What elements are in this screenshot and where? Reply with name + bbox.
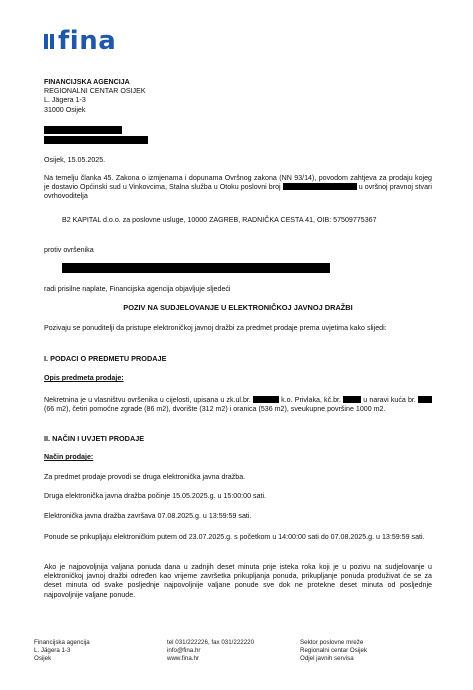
footer-line: Sektor poslovne mreže [300, 639, 364, 646]
footer-col-2 [167, 639, 254, 662]
org-address [44, 78, 264, 115]
property-text: (66 m2), četiri pomoćne zgrade (86 m2), dvorište (312 m2) i oranica (536 m2), sveukupne površine 1000 m2. [44, 405, 386, 414]
property-text: u [363, 396, 368, 404]
notice-line: radi prisilne naplate, Financijska agencija objavljuje sljedeći [44, 285, 231, 293]
footer-line: L. Jägera 1-3 [34, 646, 71, 654]
property-description [44, 396, 432, 414]
redacted-block [44, 136, 148, 144]
footer-line: Odjel javnih servisa [300, 654, 354, 662]
intro-text-2: u ovršnoj pravnoj stvari ovrhovoditelja [44, 183, 432, 201]
redacted-inline [253, 396, 279, 403]
redacted-inline [343, 396, 361, 403]
property-text: k.o. Privlaka, kč.br. [281, 396, 342, 404]
redacted-inline [283, 183, 357, 190]
footer-line: tel 031/222226, fax 031/222220 [167, 639, 255, 646]
org-street: L. Jägera 1-3 [44, 96, 86, 105]
section-1-heading: I. PODACI O PREDMETU PRODAJE [44, 354, 167, 363]
document-title: POZIV NA SUDJELOVANJE U ELEKTRONIČKOJ JAVNOJ DRAŽBI [123, 303, 353, 312]
sale-paragraph-3: Elektronička javna dražba završava 07.08.2025.g. u 13:59:59 sati. [44, 512, 252, 520]
redacted-block [44, 126, 122, 134]
org-name: FINANCIJSKA AGENCIJA [44, 78, 130, 86]
date-line: Osijek, 15.05.2025. [44, 156, 106, 164]
logo-text: fina [58, 26, 117, 56]
redacted-inline [418, 396, 432, 403]
logo-bars-icon [44, 34, 54, 49]
footer-website[interactable]: www.fina.hr [167, 654, 199, 662]
creditor-details: B2 KAPITAL d.o.o. za poslovne usluge, 10000 ZAGREB, RADNIČKA CESTA 41, OIB: 57509775367 [62, 216, 377, 224]
footer-line: Osijek [34, 654, 52, 662]
redacted-block [62, 263, 330, 273]
intro-text-1: Na temelju članka 45. Zakona o izmjenama i dopunama Ovršnog zakona (NN 93/14), povodom zahtjeva za prodaju kojeg je dostavio Općinski sud u Vinkovcima, Stalna služba u Otoku poslovni broj [44, 174, 432, 192]
against-debtor: protiv ovršenika [44, 246, 94, 254]
section-2-subheading: Način prodaje: [44, 453, 94, 461]
footer-email[interactable]: info@fina.hr [167, 646, 201, 654]
intro-paragraph [44, 174, 432, 202]
property-text: Nekretnina je u vlasništvu ovršenika u cijelosti, upisana u zk.ul.br. [44, 396, 251, 404]
footer-line: Financijska agencija [34, 639, 90, 646]
org-unit: REGIONALNI CENTAR OSIJEK [44, 87, 146, 96]
invitation-paragraph: Pozivaju se ponuditelji da pristupe elektroničkoj javnoj dražbi za predmet prodaje prema uvjetima kako slijedi: [44, 324, 387, 332]
section-1-subheading: Opis predmeta prodaje: [44, 374, 124, 382]
section-2-heading: II. NAČIN I UVJETI PRODAJE [44, 434, 145, 443]
fina-logo [44, 28, 116, 54]
sale-paragraph-2: Druga elektronička javna dražba počinje 15.05.2025.g. u 15:00:00 sati. [44, 492, 267, 500]
sale-paragraph-5: Ako je najpovoljnija valjana ponuda dana u zadnjih deset minuta prije isteka roka koji je u pozivu na sudjelovanje u elektroničkoj javnoj dražbi određen kao vrijeme završetka prikupljanja ponuda, prikupljanje ponuda produživat će se za deset minuta od svake posljednje najpovoljnije valjane ponude sve dok ne protekne deset minuta od posljednje najpovoljnije valjane ponude. [44, 563, 432, 599]
footer-col-1 [34, 639, 90, 662]
footer-col-3 [300, 639, 367, 662]
sale-paragraph-4: Ponude se prikupljaju elektroničkim putem od 23.07.2025.g. s početkom u 14:00:00 sati do 07.08.2025.g. u 13:59:59 sati. [44, 533, 425, 541]
sale-paragraph-1: Za predmet prodaje provodi se druga elektronička javna dražba. [44, 473, 246, 481]
footer-line: Regionalni centar Osijek [300, 646, 368, 654]
property-text: naravi kuća br. [369, 396, 416, 404]
org-city: 31000 Osijek [44, 105, 86, 114]
